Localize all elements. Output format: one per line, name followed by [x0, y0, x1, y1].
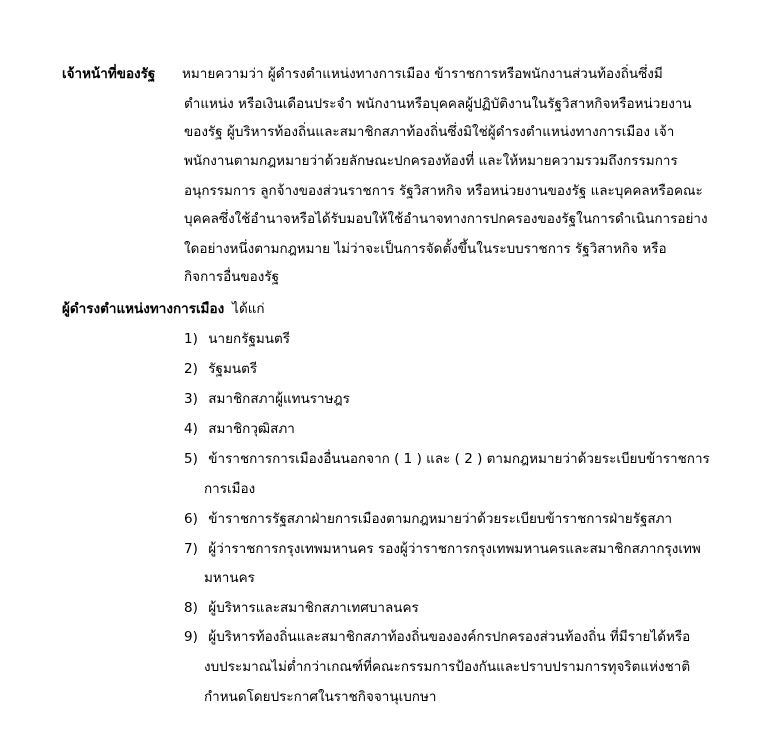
list-item: [184, 357, 257, 379]
definition-term-political-office: ผู้ดำรงตำแหน่งทางการเมือง: [62, 301, 225, 317]
list-item-number: 5): [184, 451, 198, 467]
list-item-number: 9): [184, 629, 198, 645]
list-item-continuation: มหานคร: [204, 570, 255, 586]
list-item: [184, 596, 419, 618]
list-item-text: สมาชิกวุฒิสภา: [208, 421, 295, 437]
list-item-number: 6): [184, 511, 198, 527]
list-item-text: สมาชิกสภาผู้แทนราษฎร: [208, 391, 350, 407]
list-item-text: รัฐมนตรี: [208, 361, 258, 377]
definition-text-line: พนักงานตามกฎหมายว่าด้วยลักษณะปกครองท้องที่ และให้หมายความรวมถึงกรรมการ: [184, 153, 678, 169]
list-item: [184, 447, 710, 469]
definition-text-line: ตำแหน่ง หรือเงินเดือนประจำ พนักงานหรือบุคคลผู้ปฏิบัติงานในรัฐวิสาหกิจหรือหน่วยงาน: [184, 96, 692, 112]
list-item-number: 8): [184, 600, 198, 616]
list-item: [184, 327, 290, 349]
list-item: [184, 387, 350, 409]
list-item: [184, 625, 690, 647]
list-item-continuation: การเมือง: [204, 481, 256, 497]
list-item-number: 1): [184, 331, 198, 347]
list-item-text: ผู้บริหารท้องถิ่นและสมาชิกสภาท้องถิ่นขององค์กรปกครองส่วนท้องถิ่น ที่มีรายได้หรือ: [208, 629, 691, 645]
definition-text-line: บุคคลซึ่งใช้อำนาจหรือได้รับมอบให้ใช้อำนาจทางการปกครองของรัฐในการดำเนินการอย่าง: [184, 211, 708, 227]
definition-term-state-official: เจ้าหน้าที่ของรัฐ: [62, 66, 156, 82]
list-item: [184, 507, 672, 529]
list-item-continuation: กำหนดโดยประกาศในราชกิจจานุเบกษา: [204, 689, 437, 705]
list-item-text: นายกรัฐมนตรี: [208, 331, 291, 347]
definition-term-suffix: ได้แก่: [232, 301, 265, 317]
definition-text-line: ใดอย่างหนึ่งตามกฎหมาย ไม่ว่าจะเป็นการจัดตั้งขึ้นในระบบราชการ รัฐวิสาหกิจ หรือ: [184, 241, 667, 257]
definition-text-line: กิจการอื่นของรัฐ: [184, 269, 280, 285]
list-item-continuation: งบประมาณไม่ต่ำกว่าเกณฑ์ที่คณะกรรมการป้องกันและปราบปรามการทุจริตแห่งชาติ: [204, 659, 691, 675]
list-item-text: ผู้บริหารและสมาชิกสภาเทศบาลนคร: [208, 600, 419, 616]
list-item-text: ข้าราชการรัฐสภาฝ่ายการเมืองตามกฎหมายว่าด้วยระเบียบข้าราชการฝ่ายรัฐสภา: [208, 511, 673, 527]
list-item: [184, 417, 295, 439]
definition-text-line: อนุกรรมการ ลูกจ้างของส่วนราชการ รัฐวิสาหกิจ หรือหน่วยงานของรัฐ และบุคคลหรือคณะ: [184, 183, 703, 199]
definition-text-line: หมายความว่า ผู้ดำรงตำแหน่งทางการเมือง ข้าราชการหรือพนักงานส่วนท้องถิ่นซึ่งมี: [182, 66, 663, 82]
definition-heading-political-office: [62, 297, 265, 319]
list-item-text: ผู้ว่าราชการกรุงเทพมหานคร รองผู้ว่าราชการกรุงเทพมหานครและสมาชิกสภากรุงเทพ: [208, 541, 701, 557]
list-item: [184, 537, 701, 559]
list-item-number: 2): [184, 361, 198, 377]
list-item-text: ข้าราชการการเมืองอื่นนอกจาก ( 1 ) และ ( 2 ) ตามกฎหมายว่าด้วยระเบียบข้าราชการ: [208, 451, 710, 467]
list-item-number: 3): [184, 391, 198, 407]
definition-text-line: ของรัฐ ผู้บริหารท้องถิ่นและสมาชิกสภาท้องถิ่นซึ่งมิใช่ผู้ดำรงตำแหน่งทางการเมือง เจ้า: [184, 124, 675, 140]
list-item-number: 7): [184, 541, 198, 557]
list-item-number: 4): [184, 421, 198, 437]
